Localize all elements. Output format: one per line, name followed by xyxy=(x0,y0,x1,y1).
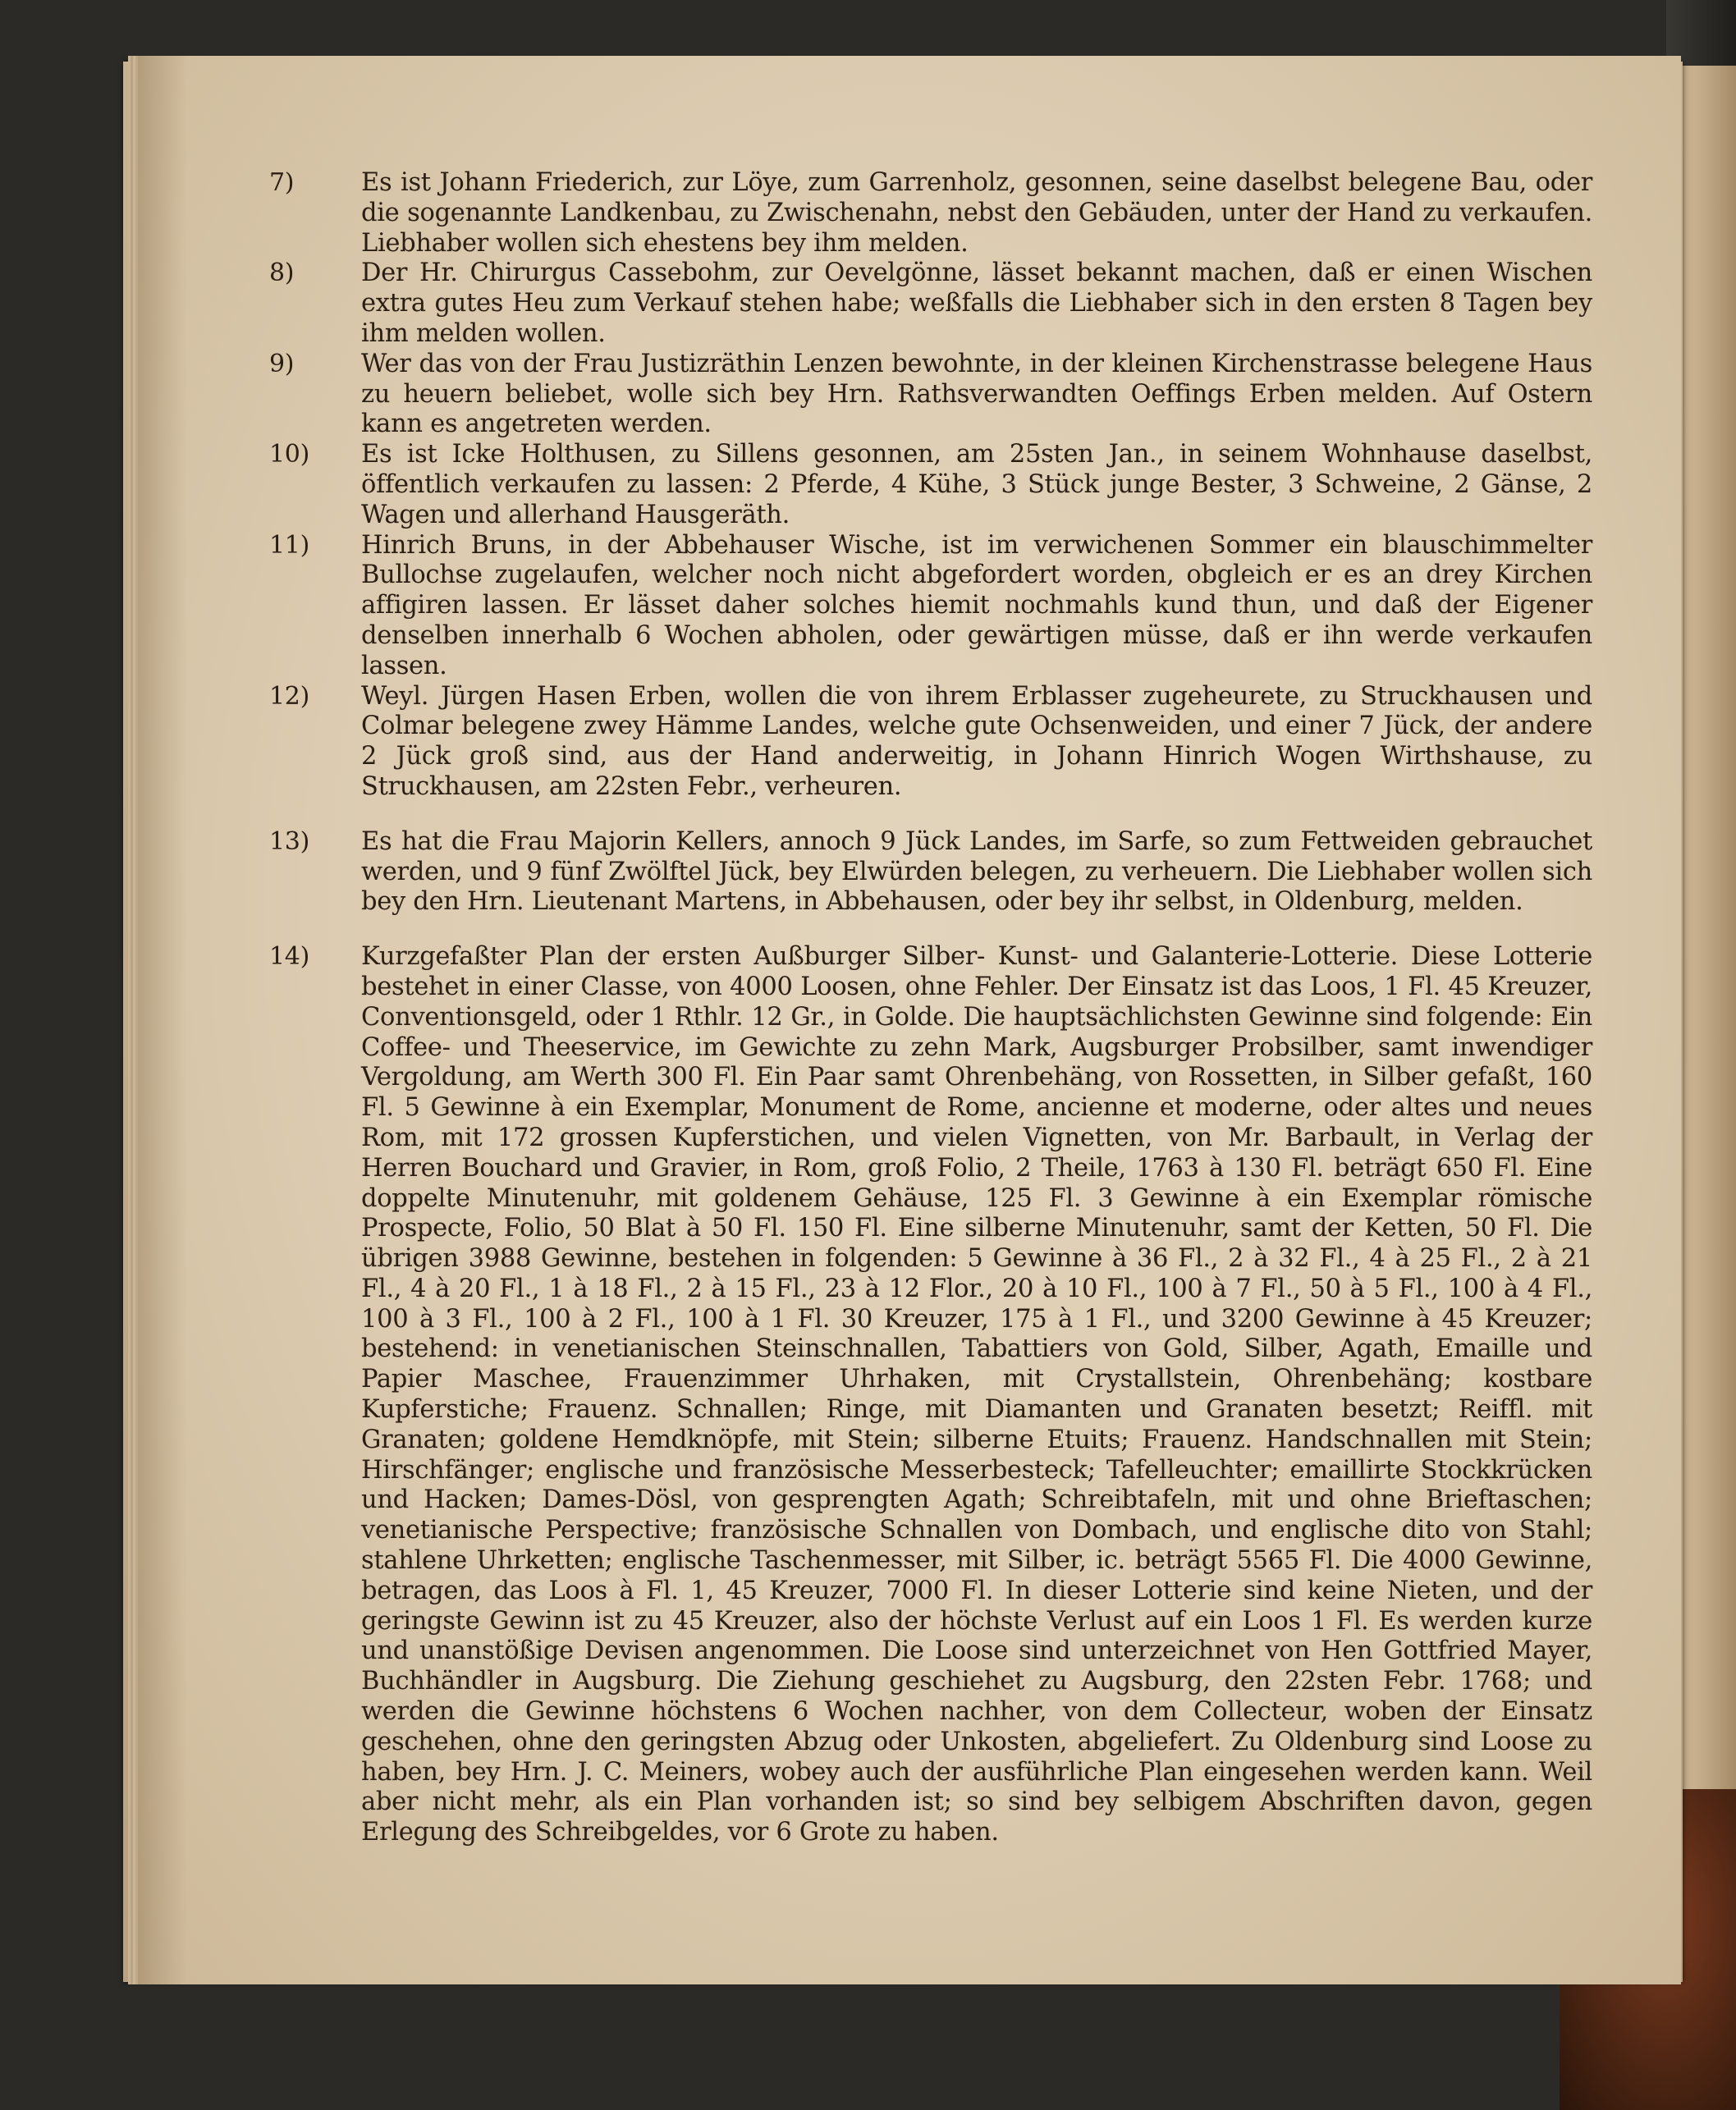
entry-text: Wer das von der Frau Justizräthin Lenzen bewohnte, in der kleinen Kirchenstrasse belegene Haus zu heuern beliebet, wolle sich bey Hrn. Rathsverwandten Oeffings Erben melden. Auf Ostern kann es angetreten werden. xyxy=(361,349,1592,439)
entry-text: Hinrich Bruns, in der Abbehauser Wische, ist im verwichenen Sommer ein blauschimmelter Bullochse zugelaufen, welcher noch nicht abgefordert worden, obgleich er es an drey Kirchen affigiren lassen. Er lässet daher solches hiemit nochmahls kund thun, und daß der Eigener denselben innerhalb 6 Wochen abholen, oder gewärtigen müsse, daß er ihn werde verkaufen lassen. xyxy=(361,530,1592,680)
entry-13 xyxy=(269,826,1592,918)
entry-10 xyxy=(269,440,1592,530)
entry-14 xyxy=(269,942,1592,1848)
entry-number: 11) xyxy=(269,530,309,560)
entry-text: Der Hr. Chirurgus Cassebohm, zur Oevelgönne, lässet bekannt machen, daß er einen Wischen extra gutes Heu zum Verkauf stehen habe; weßfalls die Liebhaber sich in den ersten 8 Tagen bey ihm melden wollen. xyxy=(361,259,1592,348)
entry-number: 10) xyxy=(269,440,309,469)
entry-text: Es ist Icke Holthusen, zu Sillens gesonnen, am 25sten Jan., in seinem Wohnhause daselbst, öffentlich verkaufen zu lassen: 2 Pferde, 4 Kühe, 3 Stück junge Bester, 3 Schweine, 2 Gänse, 2 Wagen und allerhand Hausgeräth. xyxy=(361,440,1592,529)
page-gutter-shadow xyxy=(138,56,187,1984)
entry-number: 9) xyxy=(269,349,295,378)
entry-7 xyxy=(269,168,1592,259)
entry-11 xyxy=(269,530,1592,682)
entry-9 xyxy=(269,349,1592,440)
entry-number: 14) xyxy=(269,942,309,972)
entry-number: 7) xyxy=(269,168,295,197)
spacer xyxy=(361,918,1592,942)
entry-8 xyxy=(269,259,1592,349)
entry-number: 13) xyxy=(269,826,309,856)
entry-text: Kurzgefaßter Plan der ersten Außburger Silber- Kunst- und Galanterie-Lotterie. Diese Lotterie bestehet in einer Classe, von 4000 Loosen, ohne Fehler. Der Einsatz ist das Loos, 1 Fl. 45 Kreuzer, Conventionsgeld, oder 1 Rthlr. 12 Gr., in Golde. Die hauptsächlichsten Gewinne sind folgende: Ein Coffee- und Theeservice, im Gewichte zu zehn Mark, Augsburger Probsilber, samt inwendiger Vergoldung, am Werth 300 Fl. Ein Paar samt Ohrenbehäng, von Rossetten, in Silber gefaßt, 160 Fl. 5 Gewinne à ein Exemplar, Monument de Rome, ancienne et moderne, oder altes und neues Rom, mit 172 grossen Kupferstichen, und vielen Vignetten, von Mr. Barbault, in Verlag der Herren Bouchard und Gravier, in Rom, groß Folio, 2 Theile, 1763 à 130 Fl. beträgt 650 Fl. Eine doppelte Minutenuhr, mit goldenem Gehäuse, 125 Fl. 3 Gewinne à ein Exemplar römische Prospecte, Folio, 50 Blat à 50 Fl. 150 Fl. Eine silberne Minutenuhr, samt der Ketten, 50 Fl. Die übrigen 3988 Gewinne, bestehen in folgenden: 5 Gewinne à 36 Fl., 2 à 32 Fl., 4 à 25 Fl., 2 à 21 Fl., 4 à 20 Fl., 1 à 18 Fl., 2 à 15 Fl., 23 à 12 Flor., 20 à 10 Fl., 100 à 7 Fl., 50 à 5 Fl., 100 à 4 Fl., 100 à 3 Fl., 100 à 2 Fl., 100 à 1 Fl. 30 Kreuzer, 175 à 1 Fl., und 3200 Gewinne à 45 Kreuzer; bestehend: in venetianischen Steinschnallen, Tabattiers von Gold, Silber, Agath, Emaille und Papier Maschee, Frauenzimmer Uhrhaken, mit Crystallstein, Ohrenbehäng; kostbare Kupferstiche; Frauenz. Schnallen; Ringe, mit Diamanten und Granaten besetzt; Reiffl. mit Granaten; goldene Hemdknöpfe, mit Stein; silberne Etuits; Frauenz. Handschnallen mit Stein; Hirschfänger; englische und französische Messerbesteck; Tafelleuchter; emaillirte Stockkrücken und Hacken; Dames-Dösl, von gesprengten Agath; Schreibtafeln, mit und ohne Brieftaschen; venetianische Perspective; französische Schnallen von Dombach, und englische dito von Stahl; stahlene Uhrketten; englische Taschenmesser, mit Silber, ic. beträgt 5565 Fl. Die 4000 Gewinne, betragen, das Loos à Fl. 1, 45 Kreuzer, 7000 Fl. In dieser Lotterie sind keine Nieten, und der geringste Gewinn ist zu 45 Kreuzer, also der höchste Verlust auf ein Loos 1 Fl. Es werden kurze und unanstößige Devisen angenommen. Die Loose sind unterzeichnet von Hen Gottfried Mayer, Buchhändler in Augsburg. Die Ziehung geschiehet zu Augsburg, den 22sten Febr. 1768; und werden die Gewinne höchstens 6 Wochen nachher, von dem Collecteur, woben der Einsatz geschehen, ohne den geringsten Abzug oder Unkosten, abgeliefert. Zu Oldenburg sind Loose zu haben, bey Hrn. J. C. Meiners, wobey auch der ausführliche Plan eingesehen werden kann. Weil aber nicht mehr, als ein Plan vorhanden ist; so sind bey selbigem Abschriften davon, gegen Erlegung des Schreibgeldes, vor 6 Grote zu haben. xyxy=(361,942,1592,1847)
entry-number: 8) xyxy=(269,259,295,288)
entry-text: Weyl. Jürgen Hasen Erben, wollen die von ihrem Erblasser zugeheurete, zu Struckhausen und Colmar belegene zwey Hämme Landes, welche gute Ochsenweiden, und einer 7 Jück, der andere 2 Jück groß sind, aus der Hand anderweitig, in Johann Hinrich Wogen Wirthshause, zu Struckhausen, am 22sten Febr., verheuren. xyxy=(361,681,1592,801)
entry-text: Es ist Johann Friederich, zur Löye, zum Garrenholz, gesonnen, seine daselbst belegene Bau, oder die sogenannte Landkenbau, zu Zwischenahn, nebst den Gebäuden, unter der Hand zu verkaufen. Liebhaber wollen sich ehestens bey ihm melden. xyxy=(361,168,1592,258)
entry-text: Es hat die Frau Majorin Kellers, annoch 9 Jück Landes, im Sarfe, so zum Fettweiden gebrauchet werden, und 9 fünf Zwölftel Jück, bey Elwürden belegen, zu verheuern. Die Liebhaber wollen sich bey den Hrn. Lieutenant Martens, in Abbehausen, oder bey ihr selbst, in Oldenburg, melden. xyxy=(361,826,1592,917)
page-text xyxy=(269,168,1592,1848)
entry-number: 12) xyxy=(269,681,309,711)
spacer xyxy=(361,803,1592,827)
entry-12 xyxy=(269,681,1592,803)
